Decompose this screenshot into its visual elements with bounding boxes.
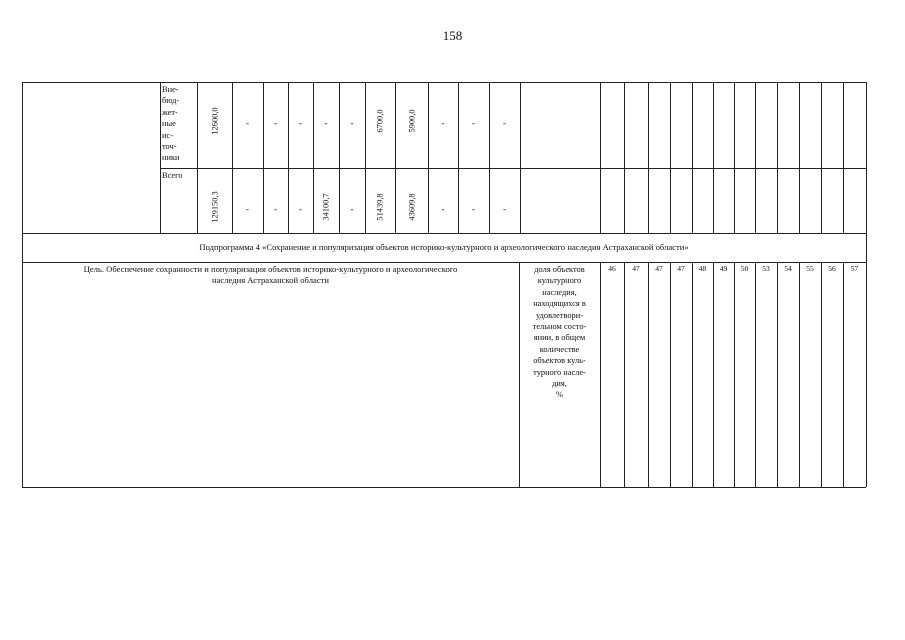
table-rule — [713, 82, 714, 233]
indicator-value: 49 — [719, 264, 728, 273]
indicator-line: доля объектов — [534, 265, 585, 274]
table-rule — [232, 82, 233, 233]
table-rule — [365, 82, 366, 233]
table-rule — [624, 262, 625, 487]
indicator-line: янии, в общем — [533, 333, 586, 343]
table-rule — [428, 82, 429, 233]
value-dash: - — [503, 118, 506, 128]
table-rule — [313, 82, 314, 233]
indicator-line: находящихся в — [533, 299, 586, 309]
row-label-line: ники — [162, 153, 180, 163]
table-rule — [734, 262, 735, 487]
table-rule — [648, 82, 649, 233]
table-rule — [777, 262, 778, 487]
value-cell: 6700,0 — [375, 109, 385, 133]
value-dash: - — [299, 203, 302, 214]
table-rule — [713, 262, 714, 487]
table-rule — [843, 262, 844, 487]
value-dash: - — [503, 203, 506, 214]
value-cell: 43609,8 — [407, 192, 416, 221]
indicator-line: % — [556, 390, 563, 400]
indicator-line: турного насле- — [533, 367, 586, 377]
table-rule — [670, 82, 671, 233]
value-dash: - — [299, 118, 302, 128]
value-cell: 51439,8 — [375, 192, 385, 221]
indicator-value: 46 — [608, 264, 616, 273]
indicator-value: 47 — [655, 264, 663, 273]
table-rule — [600, 82, 601, 233]
indicator-line: тельном состо- — [532, 322, 587, 331]
indicator-value: 54 — [784, 264, 792, 273]
table-rule — [670, 262, 671, 487]
indicator-line: культурного — [537, 276, 582, 286]
value-dash: - — [441, 203, 445, 214]
row-label-line: Всего — [162, 171, 183, 180]
table-rule — [648, 262, 649, 487]
table-rule — [22, 262, 866, 263]
row-label-line: Вне- — [162, 85, 179, 94]
table-rule — [799, 262, 800, 487]
table-rule — [22, 233, 866, 234]
table-rule — [339, 82, 340, 233]
value-cell: 5900,0 — [407, 109, 416, 133]
table-rule — [866, 262, 867, 487]
row-label-line: точ- — [162, 142, 177, 151]
table-rule — [692, 82, 693, 233]
indicator-value: 48 — [698, 264, 707, 273]
goal-text: Цель. Обеспечение сохранности и популяризация объектов историко-культурного и археологического — [83, 264, 458, 274]
table-rule — [799, 82, 800, 233]
indicator-value: 53 — [762, 264, 770, 273]
value-dash: - — [274, 203, 277, 214]
indicator-line: объектов куль- — [533, 356, 586, 366]
value-cell: 12600,0 — [210, 107, 219, 135]
table-rule — [843, 82, 844, 233]
table-rule — [821, 262, 822, 487]
page-number: 158 — [442, 28, 463, 43]
table-rule — [263, 82, 264, 233]
value-cell: 129150,3 — [210, 190, 219, 223]
indicator-value: 47 — [677, 264, 685, 273]
table-rule — [692, 262, 693, 487]
row-label-line: ные — [162, 119, 176, 129]
row-label-line: ис- — [162, 130, 173, 140]
indicator-value: 47 — [632, 264, 640, 273]
value-dash: - — [350, 118, 354, 128]
value-dash: - — [246, 203, 249, 214]
table-rule — [288, 82, 289, 233]
value-dash: - — [324, 118, 328, 128]
indicator-value: 55 — [806, 264, 814, 273]
value-cell: 34100,7 — [321, 192, 331, 221]
table-rule — [777, 82, 778, 233]
indicator-line: удовлетвори- — [535, 310, 584, 320]
value-dash: - — [246, 118, 249, 128]
value-dash: - — [350, 203, 354, 214]
indicator-line: наследия, — [542, 287, 577, 297]
row-label-line: бюд- — [162, 96, 180, 106]
indicator-value: 50 — [740, 264, 749, 273]
table-rule — [755, 82, 756, 233]
table-rule — [197, 82, 198, 233]
table-rule — [395, 82, 396, 233]
table-rule — [755, 262, 756, 487]
value-dash: - — [472, 203, 475, 214]
table-rule — [22, 82, 866, 83]
indicator-value: 57 — [850, 264, 859, 273]
value-dash: - — [472, 118, 475, 128]
table-rule — [600, 262, 601, 487]
indicator-line: количестве — [539, 344, 580, 354]
table-rule — [160, 168, 866, 169]
table-rule — [458, 82, 459, 233]
value-dash: - — [274, 118, 277, 128]
indicator-line: дия, — [552, 379, 567, 388]
goal-text: наследия Астраханской области — [212, 275, 329, 285]
table-rule — [624, 82, 625, 233]
table-rule — [866, 82, 867, 233]
table-rule — [489, 82, 490, 233]
subprogram-title: Подпрограмма 4 «Сохранение и популяризация объектов историко-культурного и археологического наследия Астраханской области» — [199, 242, 689, 252]
table-rule — [520, 82, 521, 233]
table-rule — [734, 82, 735, 233]
table-rule — [22, 487, 866, 488]
indicator-value: 56 — [828, 264, 836, 273]
table-rule — [821, 82, 822, 233]
table-rule — [160, 82, 161, 233]
value-dash: - — [441, 118, 445, 128]
row-label-line: жет- — [162, 107, 178, 117]
